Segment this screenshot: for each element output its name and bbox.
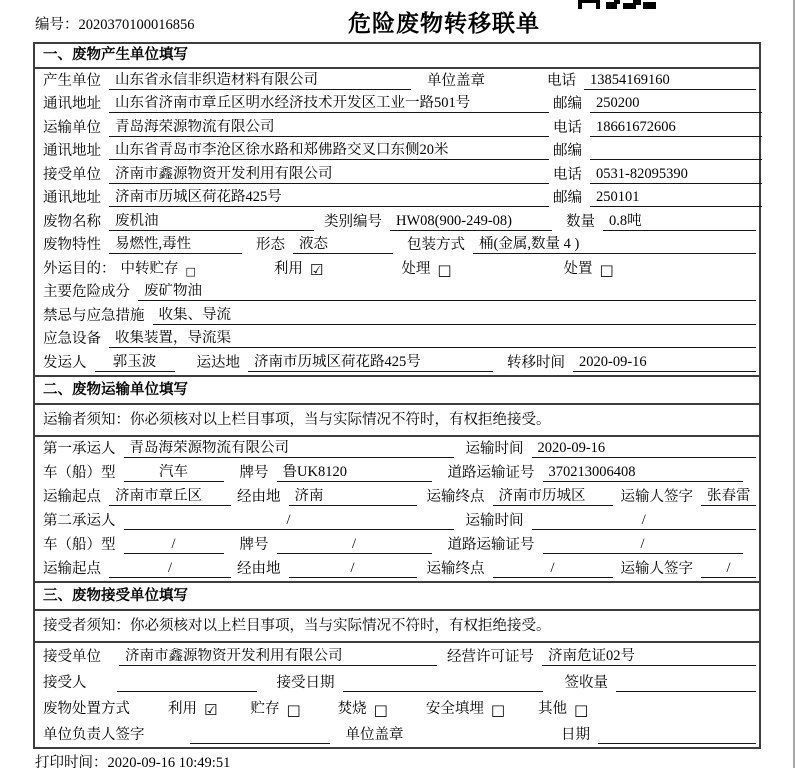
unit-seal2-label: 单位盖章 [345, 726, 404, 743]
producer-addr-value: 山东省济南市章丘区明水经济技术开发区工业一路501号 [109, 95, 549, 113]
disposal-store-label: 贮存 [250, 700, 280, 717]
print-time-label: 打印时间： [35, 755, 108, 768]
qr-code-fragment [578, 0, 656, 9]
package-value: 桶(金属,数量 4 ) [473, 236, 756, 254]
license1-label: 道路运输证号 [447, 464, 535, 481]
responsible-sign-row [35, 721, 759, 747]
transporter-address-row [35, 140, 759, 164]
receiver-notice-text: 你必须核对以上栏目事项，当与实际情况不符时，有权拒绝接受。 [130, 617, 551, 634]
receiver-value: 济南市鑫源物资开发利用有限公司 [109, 166, 549, 184]
receiver-phone-value: 0531-82095390 [590, 166, 762, 184]
end2-value: / [493, 560, 613, 578]
producer-value: 山东省永信非织造材料有限公司 [109, 72, 411, 90]
time2-value: / [532, 512, 757, 530]
purpose-dispose-checkbox: □ [599, 260, 614, 279]
date-value [598, 743, 756, 744]
date-label: 日期 [561, 726, 590, 743]
measures-row [35, 304, 759, 328]
purpose-use-label: 利用 [273, 260, 303, 277]
producer-phone-value: 13854169160 [584, 72, 756, 90]
purpose-transfer-checkbox: □ [185, 264, 196, 278]
carrier2-value: / [124, 512, 454, 530]
transporter-notice-text: 你必须核对以上栏目事项，当与实际情况不符时，有权拒绝接受。 [130, 411, 551, 428]
transporter-notice-label: 运输者须知： [43, 411, 130, 428]
purpose-label: 外运目的： [43, 260, 116, 277]
time1-value: 2020-09-16 [532, 440, 757, 458]
acceptor-label: 接受人 [43, 674, 87, 691]
acceptor-row [35, 669, 759, 695]
category-value: HW08(900-249-08) [390, 213, 552, 231]
purpose-dispose-label: 处置 [563, 260, 593, 277]
accept-unit-row [35, 643, 759, 669]
route2-row [35, 557, 759, 581]
plate2-value: / [277, 536, 432, 554]
origin2-label: 运输起点 [43, 560, 101, 577]
via2-value: / [289, 560, 417, 578]
disposal-burn-checkbox: □ [373, 700, 388, 719]
route1-row [35, 485, 759, 509]
print-time [35, 751, 230, 768]
vehicle2-value: / [124, 536, 224, 554]
sign1-label: 运输人签字 [620, 488, 693, 505]
origin1-value: 济南市章丘区 [109, 488, 231, 506]
receiver-address-row [35, 187, 759, 211]
carrier1-label: 第一承运人 [43, 440, 116, 457]
destination-label: 运达地 [196, 354, 240, 371]
disposal-other-checkbox: □ [574, 700, 589, 719]
destination-value: 济南市历城区荷花路425号 [248, 354, 493, 372]
page-title: 危险废物转移联单 [348, 11, 540, 36]
print-time-value: 2020-09-16 10:49:51 [107, 755, 231, 768]
received-qty-label: 签收量 [564, 674, 608, 691]
time2-label: 运输时间 [465, 512, 524, 529]
producer-zip-label: 邮编 [553, 96, 582, 112]
manifest-form [33, 42, 761, 749]
end1-value: 济南市历城区 [493, 488, 613, 506]
disposal-other-label: 其他 [538, 700, 568, 717]
transporter-label: 运输单位 [43, 119, 101, 136]
transporter-addr-label: 通讯地址 [43, 143, 101, 159]
vehicle2-label: 车（船）型 [43, 536, 116, 553]
receiver-zip-value: 250101 [590, 189, 762, 207]
accept-date-value [343, 691, 543, 692]
producer-row [35, 69, 759, 93]
category-label: 类别编号 [324, 213, 382, 230]
license2-label: 道路运输证号 [447, 536, 535, 553]
sign2-value: / [701, 560, 756, 578]
license2-value: / [543, 536, 743, 554]
package-label: 包装方式 [407, 237, 465, 253]
license1-value: 370213006408 [543, 464, 743, 482]
via2-label: 经由地 [237, 560, 281, 577]
vehicle1-row [35, 461, 759, 485]
section3-header: 三、废物接受单位填写 [35, 581, 759, 611]
quantity-value: 0.8吨 [603, 213, 756, 231]
transporter-zip-value [590, 159, 762, 160]
transporter-row [35, 116, 759, 140]
waste-name-value: 废机油 [109, 213, 314, 231]
transfer-time-label: 转移时间 [507, 354, 565, 371]
origin1-label: 运输起点 [43, 488, 101, 505]
accept-unit-value: 济南市鑫源物资开发利用有限公司 [119, 648, 437, 666]
vehicle2-row [35, 533, 759, 557]
transporter-notice-row [35, 405, 759, 437]
acceptor-value [117, 691, 257, 692]
waste-name-row [35, 210, 759, 234]
equipment-row [35, 328, 759, 352]
trait-value: 易燃性,毒性 [109, 236, 242, 254]
permit-value: 济南危证02号 [542, 648, 756, 666]
accept-unit-label: 接受单位 [43, 648, 101, 665]
time1-label: 运输时间 [465, 440, 524, 457]
end2-label: 运输终点 [426, 560, 485, 577]
transporter-phone-label: 电话 [553, 119, 582, 136]
disposal-use-checkbox: ☑ [204, 700, 218, 719]
quantity-label: 数量 [566, 213, 595, 230]
plate2-label: 牌号 [239, 536, 269, 553]
vehicle1-value: 汽车 [124, 464, 224, 482]
receiver-label: 接受单位 [43, 166, 101, 183]
page-right-edge [793, 0, 795, 768]
equipment-label: 应急设备 [43, 331, 101, 347]
origin2-value: / [109, 560, 231, 578]
responsible-sign-value [190, 743, 330, 744]
transporter-zip-label: 邮编 [553, 143, 582, 159]
responsible-sign-label: 单位负责人签字 [43, 726, 145, 743]
measures-label: 禁忌与应急措施 [43, 307, 145, 324]
serial-value: 2020370100016856 [78, 17, 195, 33]
received-qty-value [616, 691, 756, 692]
via1-value: 济南 [289, 488, 417, 506]
document-header [0, 0, 796, 42]
shipper-label: 发运人 [43, 354, 87, 371]
disposal-label: 废物处置方式 [43, 700, 130, 717]
carrier1-row [35, 437, 759, 461]
waste-name-label: 废物名称 [43, 213, 101, 230]
trait-label: 废物特性 [43, 237, 101, 253]
serial-label: 编号： [35, 17, 79, 33]
receiver-notice-label: 接受者须知： [43, 617, 130, 634]
producer-address-row [35, 93, 759, 117]
producer-zip-value: 250200 [590, 95, 762, 113]
transporter-value: 青岛海荣源物流有限公司 [109, 119, 549, 137]
sign2-label: 运输人签字 [620, 560, 693, 577]
carrier2-label: 第二承运人 [43, 512, 116, 529]
disposal-burn-label: 焚烧 [337, 700, 367, 717]
disposal-store-checkbox: □ [286, 700, 301, 719]
producer-label: 产生单位 [43, 72, 101, 89]
carrier1-value: 青岛海荣源物流有限公司 [124, 440, 454, 458]
shipper-value: 郭玉波 [95, 354, 175, 372]
receiver-addr-label: 通讯地址 [43, 190, 101, 206]
unit-seal-label: 单位盖章 [427, 72, 485, 89]
disposal-row [35, 695, 759, 721]
receiver-zip-label: 邮编 [553, 190, 582, 206]
transporter-phone-value: 18661672606 [590, 119, 762, 137]
disposal-use-label: 利用 [168, 700, 197, 717]
section2-header: 二、废物运输单位填写 [35, 375, 759, 405]
disposal-landfill-label: 安全填埋 [425, 700, 484, 717]
producer-addr-label: 通讯地址 [43, 96, 101, 112]
purpose-treat-checkbox: □ [437, 260, 452, 279]
plate1-value: 鲁UK8120 [277, 464, 432, 482]
plate1-label: 牌号 [239, 464, 269, 481]
producer-phone-label: 电话 [547, 72, 576, 89]
receiver-row [35, 163, 759, 187]
equipment-value: 收集装置，导流渠 [109, 330, 756, 348]
transfer-time-value: 2020-09-16 [573, 354, 756, 372]
shipper-row [35, 351, 759, 375]
transporter-addr-value: 山东省青岛市李沧区徐水路和郑佛路交叉口东侧20米 [109, 142, 549, 160]
vehicle1-label: 车（船）型 [43, 464, 116, 481]
waste-trait-row [35, 234, 759, 258]
purpose-treat-label: 处理 [401, 260, 431, 277]
purpose-use-checkbox: ☑ [309, 260, 324, 279]
disposal-landfill-checkbox: □ [490, 700, 506, 719]
receiver-phone-label: 电话 [553, 166, 582, 183]
form-label: 形态 [256, 237, 285, 253]
purpose-transfer-label: 中转贮存 [120, 260, 179, 277]
hazard-label: 主要危险成分 [43, 284, 130, 300]
measures-value: 收集、导流 [153, 307, 757, 325]
form-value: 液态 [293, 236, 393, 254]
hazard-row [35, 281, 759, 305]
section1-header: 一、废物产生单位填写 [35, 44, 759, 69]
sign1-value: 张春雷 [701, 488, 756, 506]
via1-label: 经由地 [237, 488, 281, 505]
accept-date-label: 接受日期 [276, 674, 335, 691]
purpose-row [35, 257, 759, 281]
receiver-notice-row [35, 611, 759, 643]
hazard-value: 废矿物油 [138, 283, 756, 301]
receiver-addr-value: 济南市历城区荷花路425号 [109, 189, 549, 207]
end1-label: 运输终点 [426, 488, 485, 505]
permit-label: 经营许可证号 [447, 648, 534, 665]
carrier2-row [35, 509, 759, 533]
